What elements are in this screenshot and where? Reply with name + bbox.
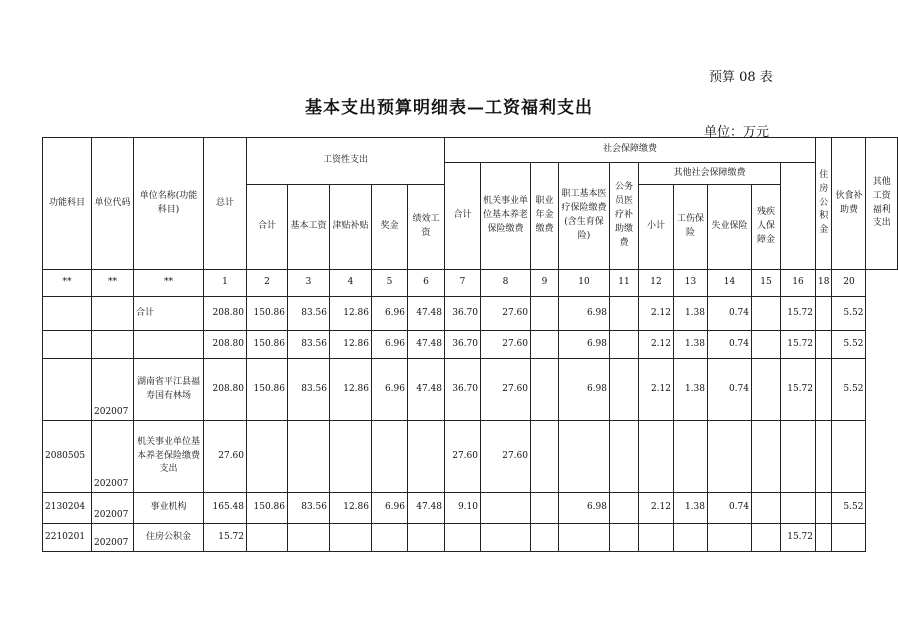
value-cell [708, 524, 752, 552]
header-disability: 残疾人保障金 [752, 185, 781, 270]
value-cell: 0.74 [708, 493, 752, 524]
value-cell [445, 524, 481, 552]
value-cell: 12.86 [330, 331, 372, 359]
value-cell [372, 524, 408, 552]
value-cell: 47.48 [408, 297, 445, 331]
value-cell [752, 493, 781, 524]
unit-code-cell: 202007 [92, 524, 134, 552]
value-cell: 1.38 [674, 493, 708, 524]
value-cell: 5.52 [832, 297, 866, 331]
value-cell [752, 297, 781, 331]
index-cell: 13 [674, 270, 708, 297]
value-cell: 1.38 [674, 359, 708, 421]
index-cell: 7 [445, 270, 481, 297]
index-cell: 11 [610, 270, 639, 297]
index-cell: 16 [781, 270, 816, 297]
value-cell: 1.38 [674, 331, 708, 359]
value-cell [531, 493, 559, 524]
index-cell: 9 [531, 270, 559, 297]
header-unit-code: 单位代码 [92, 138, 134, 270]
unit-name-cell: 合计 [134, 297, 204, 331]
func-code-cell [43, 331, 92, 359]
form-number: 预算 08 表 [709, 70, 773, 85]
header-unemployment: 失业保险 [708, 185, 752, 270]
value-cell [674, 421, 708, 493]
table-row [43, 524, 898, 552]
header-performance-wage: 绩效工资 [408, 185, 445, 270]
value-cell: 15.72 [781, 359, 816, 421]
value-cell [531, 421, 559, 493]
value-cell: 27.60 [481, 421, 531, 493]
value-cell: 47.48 [408, 331, 445, 359]
header-wage-total: 合计 [247, 185, 288, 270]
value-cell [330, 421, 372, 493]
unit-code-cell: 202007 [92, 493, 134, 524]
value-cell: 83.56 [288, 297, 330, 331]
header-basic-wage: 基本工资 [288, 185, 330, 270]
value-cell [481, 493, 531, 524]
value-cell [610, 359, 639, 421]
header-other-subtotal: 小计 [639, 185, 674, 270]
index-cell: 3 [288, 270, 330, 297]
unit-name-cell: 事业机构 [134, 493, 204, 524]
value-cell [247, 421, 288, 493]
index-cell: 1 [204, 270, 247, 297]
header-civil-medical: 公务员医疗补助缴费 [610, 163, 639, 270]
value-cell [408, 524, 445, 552]
value-cell: 2.12 [639, 493, 674, 524]
value-cell [531, 524, 559, 552]
value-cell [330, 524, 372, 552]
value-cell [832, 524, 866, 552]
value-cell: 165.48 [204, 493, 247, 524]
value-cell: 6.98 [559, 493, 610, 524]
index-cell: ** [43, 270, 92, 297]
value-cell: 150.86 [247, 297, 288, 331]
unit-name-cell: 住房公积金 [134, 524, 204, 552]
value-cell [674, 524, 708, 552]
header-allowance: 津贴补贴 [330, 185, 372, 270]
value-cell [610, 331, 639, 359]
value-cell: 6.96 [372, 297, 408, 331]
index-row [43, 270, 898, 297]
func-code-cell [43, 297, 92, 331]
value-cell: 1.38 [674, 297, 708, 331]
value-cell: 6.96 [372, 493, 408, 524]
unit-name-cell: 机关事业单位基本养老保险缴费支出 [134, 421, 204, 493]
table-row [43, 359, 898, 421]
value-cell [708, 421, 752, 493]
header-other-wage: 其他工资福利支出 [866, 138, 898, 270]
value-cell: 27.60 [481, 331, 531, 359]
unit-name-cell [134, 331, 204, 359]
value-cell: 9.10 [445, 493, 481, 524]
value-cell [816, 297, 832, 331]
value-cell [639, 421, 674, 493]
value-cell: 15.72 [781, 297, 816, 331]
index-cell: 2 [247, 270, 288, 297]
value-cell [781, 493, 816, 524]
value-cell: 5.52 [832, 359, 866, 421]
value-cell: 27.60 [445, 421, 481, 493]
value-cell: 2.12 [639, 297, 674, 331]
header-injury: 工伤保险 [674, 185, 708, 270]
value-cell [752, 359, 781, 421]
value-cell: 0.74 [708, 331, 752, 359]
value-cell: 27.60 [204, 421, 247, 493]
value-cell: 12.86 [330, 493, 372, 524]
value-cell [481, 524, 531, 552]
value-cell: 6.96 [372, 331, 408, 359]
index-cell: ** [92, 270, 134, 297]
value-cell [559, 524, 610, 552]
header-housing-fund: 住房公积金 [816, 138, 832, 270]
value-cell [816, 493, 832, 524]
value-cell [781, 421, 816, 493]
table-row [43, 331, 898, 359]
value-cell: 6.98 [559, 297, 610, 331]
table-row [43, 421, 898, 493]
page-title: 基本支出预算明细表—工资福利支出 [305, 98, 593, 118]
value-cell [531, 359, 559, 421]
table-row [43, 493, 898, 524]
index-cell: 6 [408, 270, 445, 297]
index-cell: 14 [708, 270, 752, 297]
value-cell [752, 524, 781, 552]
header-social-total: 合计 [445, 163, 481, 270]
func-code-cell: 2080505 [43, 421, 92, 493]
value-cell [372, 421, 408, 493]
value-cell [752, 331, 781, 359]
index-cell: 8 [481, 270, 531, 297]
unit-label: 单位：万元 [704, 125, 770, 140]
value-cell: 2.12 [639, 359, 674, 421]
header-medical: 职工基本医疗保险缴费(含生育保险) [559, 163, 610, 270]
value-cell: 47.48 [408, 359, 445, 421]
index-cell: 20 [832, 270, 866, 297]
value-cell [610, 524, 639, 552]
header-social-group: 社会保障缴费 [445, 138, 816, 163]
unit-code-cell [92, 297, 134, 331]
header-pension: 机关事业单位基本养老保险缴费 [481, 163, 531, 270]
value-cell: 150.86 [247, 359, 288, 421]
header-unit-name: 单位名称(功能科目) [134, 138, 204, 270]
func-code-cell: 2130204 [43, 493, 92, 524]
unit-code-cell: 202007 [92, 359, 134, 421]
index-cell: 18 [816, 270, 832, 297]
value-cell [639, 524, 674, 552]
index-cell: 15 [752, 270, 781, 297]
header-meal-allowance: 伙食补助费 [832, 138, 866, 270]
value-cell: 150.86 [247, 331, 288, 359]
func-code-cell [43, 359, 92, 421]
header-wage-group: 工资性支出 [247, 138, 445, 185]
budget-table [42, 137, 898, 552]
value-cell: 12.86 [330, 359, 372, 421]
value-cell: 27.60 [481, 297, 531, 331]
value-cell: 27.60 [481, 359, 531, 421]
value-cell: 6.96 [372, 359, 408, 421]
header-func-subject: 功能科目 [43, 138, 92, 270]
value-cell: 208.80 [204, 297, 247, 331]
unit-code-cell [92, 331, 134, 359]
index-cell: 5 [372, 270, 408, 297]
value-cell: 208.80 [204, 359, 247, 421]
unit-code-cell: 202007 [92, 421, 134, 493]
value-cell [816, 524, 832, 552]
value-cell: 5.52 [832, 493, 866, 524]
value-cell: 6.98 [559, 331, 610, 359]
value-cell: 36.70 [445, 297, 481, 331]
value-cell: 2.12 [639, 331, 674, 359]
value-cell [408, 421, 445, 493]
value-cell [610, 297, 639, 331]
value-cell: 12.86 [330, 297, 372, 331]
value-cell: 0.74 [708, 359, 752, 421]
index-cell: 4 [330, 270, 372, 297]
value-cell: 6.98 [559, 359, 610, 421]
value-cell [559, 421, 610, 493]
header-annuity: 职业年金缴费 [531, 163, 559, 270]
value-cell [832, 421, 866, 493]
value-cell [288, 524, 330, 552]
func-code-cell: 2210201 [43, 524, 92, 552]
header-bonus: 奖金 [372, 185, 408, 270]
index-cell: 12 [639, 270, 674, 297]
value-cell: 15.72 [204, 524, 247, 552]
value-cell: 83.56 [288, 331, 330, 359]
value-cell [752, 421, 781, 493]
value-cell: 47.48 [408, 493, 445, 524]
value-cell [816, 421, 832, 493]
value-cell: 150.86 [247, 493, 288, 524]
value-cell: 36.70 [445, 359, 481, 421]
value-cell: 83.56 [288, 359, 330, 421]
value-cell [610, 421, 639, 493]
value-cell [531, 331, 559, 359]
value-cell: 15.72 [781, 331, 816, 359]
value-cell: 15.72 [781, 524, 816, 552]
value-cell: 36.70 [445, 331, 481, 359]
header-other-social-group: 其他社会保障缴费 [639, 163, 781, 185]
value-cell [816, 331, 832, 359]
value-cell: 5.52 [832, 331, 866, 359]
value-cell [816, 359, 832, 421]
index-cell: 10 [559, 270, 610, 297]
value-cell: 83.56 [288, 493, 330, 524]
value-cell: 0.74 [708, 297, 752, 331]
value-cell [610, 493, 639, 524]
value-cell: 208.80 [204, 331, 247, 359]
table-row [43, 297, 898, 331]
unit-name-cell: 湖南省平江县福寿国有林场 [134, 359, 204, 421]
value-cell [288, 421, 330, 493]
value-cell [531, 297, 559, 331]
index-cell: ** [134, 270, 204, 297]
value-cell [247, 524, 288, 552]
header-total: 总计 [204, 138, 247, 270]
